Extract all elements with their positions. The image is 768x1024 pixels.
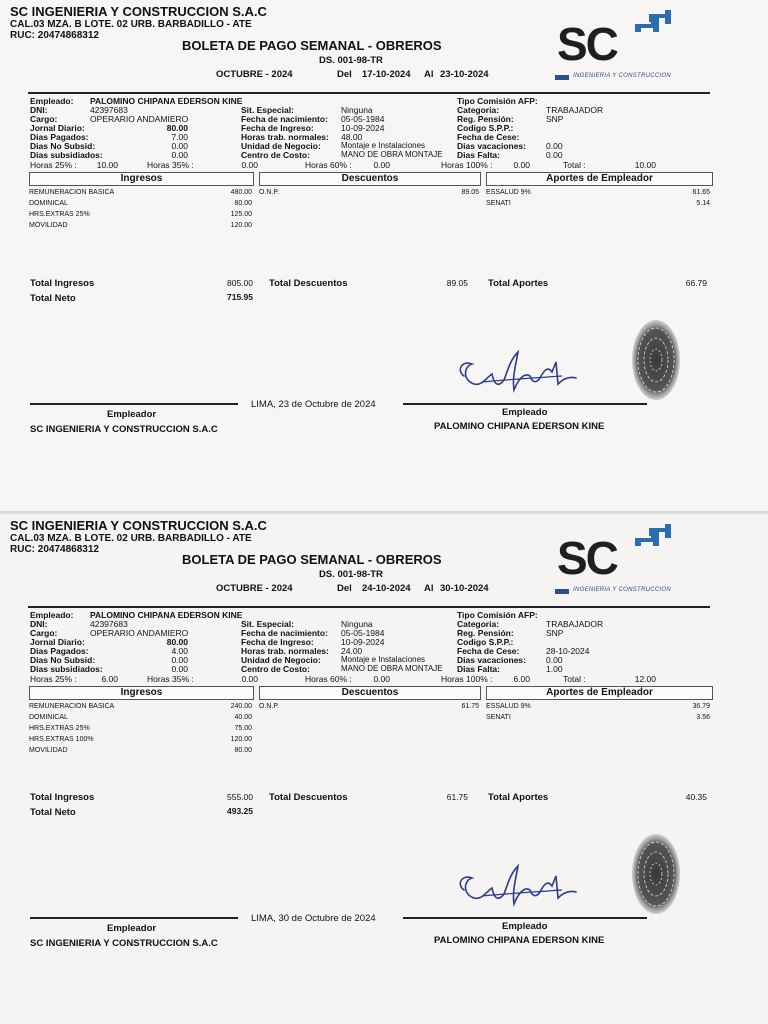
dias-vacaciones-value: 0.00	[546, 655, 563, 665]
ingresos-amount: 75.00	[234, 725, 252, 732]
fingerprint-mark	[628, 830, 684, 922]
dias-falta-label: Dias Falta:	[457, 150, 500, 160]
centro-costo-label: Centro de Costo:	[241, 150, 310, 160]
ingresos-amount: 240.00	[230, 703, 252, 710]
descuentos-concept: O.N.P.	[259, 703, 280, 710]
horas-trab-value: 48.00	[341, 132, 363, 142]
ingresos-amount: 120.00	[230, 736, 252, 743]
aportes-concept: SENATI	[486, 200, 511, 207]
total-hours-value: 12.00	[634, 674, 656, 684]
descuentos-list	[259, 703, 479, 714]
ingresos-concept: REMUNERACION BASICA	[29, 189, 115, 196]
reg-pension-value: SNP	[546, 628, 564, 638]
tipo-comision-label: Tipo Comisión AFP:	[457, 96, 538, 106]
descuentos-header: Descuentos	[259, 686, 481, 700]
employer-company: SC INGENIERIA Y CONSTRUCCION S.A.C	[30, 938, 218, 949]
header-rule	[28, 606, 710, 608]
page-title: BOLETA DE PAGO SEMANAL - OBREROS	[182, 552, 442, 567]
employer-signature-line	[30, 917, 238, 919]
dias-falta-label: Dias Falta:	[457, 664, 500, 674]
employee-caption: Empleado	[502, 407, 548, 418]
aportes-header: Aportes de Empleador	[486, 172, 713, 186]
horas100-label: Horas 100% :	[441, 160, 493, 170]
ingresos-row	[29, 200, 252, 211]
centro-costo-label: Centro de Costo:	[241, 664, 310, 674]
ingresos-concept: DOMINICAL	[29, 200, 68, 207]
dias-vacaciones-label: Dias vacaciones:	[457, 655, 526, 665]
aportes-amount: 36.79	[692, 703, 710, 710]
fecha-ingreso-value: 10-09-2024	[341, 637, 385, 647]
dias-vacaciones-value: 0.00	[546, 141, 563, 151]
sit-especial-label: Sit. Especial:	[241, 105, 294, 115]
ingresos-concept: HRS.EXTRAS 100%	[29, 736, 94, 743]
aportes-concept: SENATI	[486, 714, 511, 721]
ingresos-row	[29, 211, 252, 222]
dias-subsidiados-value: 0.00	[171, 664, 188, 674]
ingresos-amount: 80.00	[234, 200, 252, 207]
aportes-row	[486, 703, 710, 714]
total-ingresos-value: 805.00	[227, 278, 253, 288]
company-ruc: RUC: 20474868312	[10, 30, 99, 41]
horas100-value: 6.00	[513, 674, 530, 684]
horas35-value: 0.00	[241, 674, 258, 684]
ingresos-list	[29, 703, 252, 758]
ingresos-row	[29, 703, 252, 714]
horas25-value: 10.00	[96, 160, 118, 170]
ingresos-concept: REMUNERACION BASICA	[29, 703, 115, 710]
horas60-value: 0.00	[373, 160, 390, 170]
al-label: Al	[424, 583, 434, 594]
ingresos-header: Ingresos	[29, 686, 254, 700]
aportes-list	[486, 703, 710, 725]
dias-pagados-value: 4.00	[171, 646, 188, 656]
total-neto-label: Total Neto	[30, 293, 76, 304]
categoria-value: TRABAJADOR	[546, 619, 604, 629]
categoria-label: Categoria:	[457, 619, 500, 629]
descuentos-header: Descuentos	[259, 172, 481, 186]
fecha-nac-label: Fecha de nacimiento:	[241, 628, 328, 638]
total-hours-label: Total :	[563, 674, 586, 684]
sit-especial-value: Ninguna	[341, 105, 373, 115]
descuentos-concept: O.N.P.	[259, 189, 280, 196]
logo-bar	[555, 589, 569, 594]
employer-company: SC INGENIERIA Y CONSTRUCCION S.A.C	[30, 424, 218, 435]
period: OCTUBRE - 2024	[216, 583, 293, 594]
aportes-row	[486, 200, 710, 211]
logo-bar	[555, 75, 569, 80]
cargo-value: OPERARIO ANDAMIERO	[90, 628, 189, 638]
jornal-value: 80.00	[166, 123, 188, 133]
horas-trab-label: Horas trab. normales:	[241, 132, 329, 142]
period: OCTUBRE - 2024	[216, 69, 293, 80]
del-label: Del	[337, 69, 352, 80]
company-ruc: RUC: 20474868312	[10, 544, 99, 555]
date-to: 23-10-2024	[440, 69, 489, 80]
horas100-value: 0.00	[513, 160, 530, 170]
total-hours-label: Total :	[563, 160, 586, 170]
total-descuentos-label: Total Descuentos	[269, 278, 348, 289]
empleado-label: Empleado:	[30, 96, 74, 106]
dias-pagados-label: Dias Pagados:	[30, 132, 89, 142]
fecha-cese-label: Fecha de Cese:	[457, 132, 520, 142]
company-name: SC INGENIERIA Y CONSTRUCCION S.A.C	[10, 4, 267, 19]
reg-pension-value: SNP	[546, 114, 564, 124]
fingerprint-mark	[628, 316, 684, 408]
ingresos-row	[29, 736, 252, 747]
dias-pagados-label: Dias Pagados:	[30, 646, 89, 656]
dias-subsidiados-label: Dias subsidiados:	[30, 150, 103, 160]
employee-signature-line	[403, 403, 647, 405]
total-aportes-value: 66.79	[685, 278, 707, 288]
ingresos-row	[29, 747, 252, 758]
total-ingresos-value: 555.00	[227, 792, 253, 802]
total-descuentos-value: 61.75	[446, 792, 468, 802]
ingresos-row	[29, 725, 252, 736]
total-aportes-value: 40.35	[685, 792, 707, 802]
empleado-label: Empleado:	[30, 610, 74, 620]
reg-pension-label: Reg. Pensión:	[457, 628, 514, 638]
total-neto-label: Total Neto	[30, 807, 76, 818]
dias-vacaciones-label: Dias vacaciones:	[457, 141, 526, 151]
employee-signature	[452, 854, 582, 916]
horas60-value: 0.00	[373, 674, 390, 684]
logo-tagline: INGENIERIA Y CONSTRUCCION	[573, 73, 672, 79]
employee-signature	[452, 340, 582, 402]
date-from: 17-10-2024	[362, 69, 411, 80]
descuentos-amount: 61.75	[461, 703, 479, 710]
horas25-label: Horas 25% :	[30, 160, 77, 170]
employee-signature-line	[403, 917, 647, 919]
fecha-ingreso-label: Fecha de Ingreso:	[241, 637, 314, 647]
ingresos-row	[29, 189, 252, 200]
employee-name: PALOMINO CHIPANA EDERSON KINE	[90, 610, 243, 620]
cargo-label: Cargo:	[30, 628, 58, 638]
aportes-list	[486, 189, 710, 211]
jornal-value: 80.00	[166, 637, 188, 647]
sit-especial-value: Ninguna	[341, 619, 373, 629]
fecha-nac-value: 05-05-1984	[341, 114, 385, 124]
horas35-label: Horas 35% :	[147, 160, 194, 170]
date-from: 24-10-2024	[362, 583, 411, 594]
ingresos-concept: MOVILIDAD	[29, 222, 68, 229]
logo-letters: SC	[557, 532, 617, 584]
place-date: LIMA, 30 de Octubre de 2024	[251, 913, 376, 924]
logo-letters: SC	[557, 18, 617, 70]
logo-arrows-icon	[627, 8, 675, 46]
ingresos-amount: 125.00	[230, 211, 252, 218]
company-address: CAL.03 MZA. B LOTE. 02 URB. BARBADILLO - ATE	[10, 533, 252, 544]
aportes-amount: 3.56	[696, 714, 710, 721]
dias-no-subsid-value: 0.00	[171, 141, 188, 151]
ingresos-concept: HRS.EXTRAS 25%	[29, 211, 90, 218]
employer-signature-line	[30, 403, 238, 405]
fecha-cese-label: Fecha de Cese:	[457, 646, 520, 656]
del-label: Del	[337, 583, 352, 594]
ingresos-row	[29, 222, 252, 233]
employee-signer-name: PALOMINO CHIPANA EDERSON KINE	[434, 935, 605, 946]
aportes-amount: 61.65	[692, 189, 710, 196]
horas25-label: Horas 25% :	[30, 674, 77, 684]
unidad-negocio-value: Montaje e Instalaciones	[341, 655, 426, 664]
total-descuentos-label: Total Descuentos	[269, 792, 348, 803]
horas-trab-label: Horas trab. normales:	[241, 646, 329, 656]
ingresos-header: Ingresos	[29, 172, 254, 186]
dias-pagados-value: 7.00	[171, 132, 188, 142]
total-descuentos-value: 89.05	[446, 278, 468, 288]
centro-costo-value: MANO DE OBRA MONTAJE	[341, 150, 443, 159]
total-ingresos-label: Total Ingresos	[30, 278, 95, 289]
horas60-label: Horas 60% :	[305, 160, 352, 170]
header-rule	[28, 92, 710, 94]
payslip-week-2	[0, 514, 768, 1024]
aportes-header: Aportes de Empleador	[486, 686, 713, 700]
centro-costo-value: MANO DE OBRA MONTAJE	[341, 664, 443, 673]
company-logo	[555, 8, 715, 88]
dni-label: DNI:	[30, 105, 48, 115]
ingresos-amount: 120.00	[230, 222, 252, 229]
horas25-value: 6.00	[101, 674, 118, 684]
employer-caption: Empleador	[107, 923, 157, 934]
company-name: SC INGENIERIA Y CONSTRUCCION S.A.C	[10, 518, 267, 533]
aportes-amount: 5.14	[696, 200, 710, 207]
employer-caption: Empleador	[107, 409, 157, 420]
descuentos-amount: 89.05	[461, 189, 479, 196]
employee-caption: Empleado	[502, 921, 548, 932]
company-logo	[555, 522, 715, 602]
tipo-comision-label: Tipo Comisión AFP:	[457, 610, 538, 620]
descuentos-row	[259, 189, 479, 200]
total-ingresos-label: Total Ingresos	[30, 792, 95, 803]
place-date: LIMA, 23 de Octubre de 2024	[251, 399, 376, 410]
dni-label: DNI:	[30, 619, 48, 629]
codigo-spp-label: Codigo S.P.P.:	[457, 637, 514, 647]
dni-value: 42397683	[90, 105, 128, 115]
categoria-value: TRABAJADOR	[546, 105, 604, 115]
fecha-nac-label: Fecha de nacimiento:	[241, 114, 328, 124]
aportes-concept: ESSALUD 9%	[486, 703, 531, 710]
descuentos-list	[259, 189, 479, 200]
unidad-negocio-label: Unidad de Negocio:	[241, 655, 321, 665]
horas100-label: Horas 100% :	[441, 674, 493, 684]
page-title: BOLETA DE PAGO SEMANAL - OBREROS	[182, 38, 442, 53]
al-label: Al	[424, 69, 434, 80]
ingresos-concept: MOVILIDAD	[29, 747, 68, 754]
total-hours-value: 10.00	[634, 160, 656, 170]
ingresos-amount: 80.00	[234, 747, 252, 754]
fecha-ingreso-value: 10-09-2024	[341, 123, 385, 133]
horas35-value: 0.00	[241, 160, 258, 170]
aportes-row	[486, 189, 710, 200]
codigo-spp-label: Codigo S.P.P.:	[457, 123, 514, 133]
ds-code: DS. 001-98-TR	[319, 569, 383, 580]
logo-tagline: INGENIERIA Y CONSTRUCCION	[573, 587, 672, 593]
employee-name: PALOMINO CHIPANA EDERSON KINE	[90, 96, 243, 106]
jornal-label: Jornal Diario:	[30, 123, 85, 133]
dni-value: 42397683	[90, 619, 128, 629]
cargo-label: Cargo:	[30, 114, 58, 124]
unidad-negocio-label: Unidad de Negocio:	[241, 141, 321, 151]
sit-especial-label: Sit. Especial:	[241, 619, 294, 629]
logo-arrows-icon	[627, 522, 675, 560]
date-to: 30-10-2024	[440, 583, 489, 594]
ingresos-amount: 40.00	[234, 714, 252, 721]
total-neto-value: 493.25	[227, 806, 253, 816]
categoria-label: Categoria:	[457, 105, 500, 115]
dias-subsidiados-label: Dias subsidiados:	[30, 664, 103, 674]
dias-falta-value: 1.00	[546, 664, 563, 674]
fecha-cese-value: 28-10-2024	[546, 646, 590, 656]
ingresos-row	[29, 714, 252, 725]
total-neto-value: 715.95	[227, 292, 253, 302]
horas60-label: Horas 60% :	[305, 674, 352, 684]
ds-code: DS. 001-98-TR	[319, 55, 383, 66]
cargo-value: OPERARIO ANDAMIERO	[90, 114, 189, 124]
total-aportes-label: Total Aportes	[488, 278, 549, 289]
fecha-ingreso-label: Fecha de Ingreso:	[241, 123, 314, 133]
ingresos-concept: DOMINICAL	[29, 714, 68, 721]
ingresos-concept: HRS.EXTRAS 25%	[29, 725, 90, 732]
dias-no-subsid-label: Dias No Subsid:	[30, 655, 96, 665]
ingresos-amount: 480.00	[230, 189, 252, 196]
fecha-nac-value: 05-05-1984	[341, 628, 385, 638]
dias-subsidiados-value: 0.00	[171, 150, 188, 160]
aportes-row	[486, 714, 710, 725]
aportes-concept: ESSALUD 9%	[486, 189, 531, 196]
employee-signer-name: PALOMINO CHIPANA EDERSON KINE	[434, 421, 605, 432]
ingresos-list	[29, 189, 252, 233]
descuentos-row	[259, 703, 479, 714]
unidad-negocio-value: Montaje e Instalaciones	[341, 141, 426, 150]
horas-trab-value: 24.00	[341, 646, 363, 656]
jornal-label: Jornal Diario:	[30, 637, 85, 647]
horas35-label: Horas 35% :	[147, 674, 194, 684]
total-aportes-label: Total Aportes	[488, 792, 549, 803]
dias-no-subsid-label: Dias No Subsid:	[30, 141, 96, 151]
dias-no-subsid-value: 0.00	[171, 655, 188, 665]
company-address: CAL.03 MZA. B LOTE. 02 URB. BARBADILLO - ATE	[10, 19, 252, 30]
dias-falta-value: 0.00	[546, 150, 563, 160]
reg-pension-label: Reg. Pensión:	[457, 114, 514, 124]
